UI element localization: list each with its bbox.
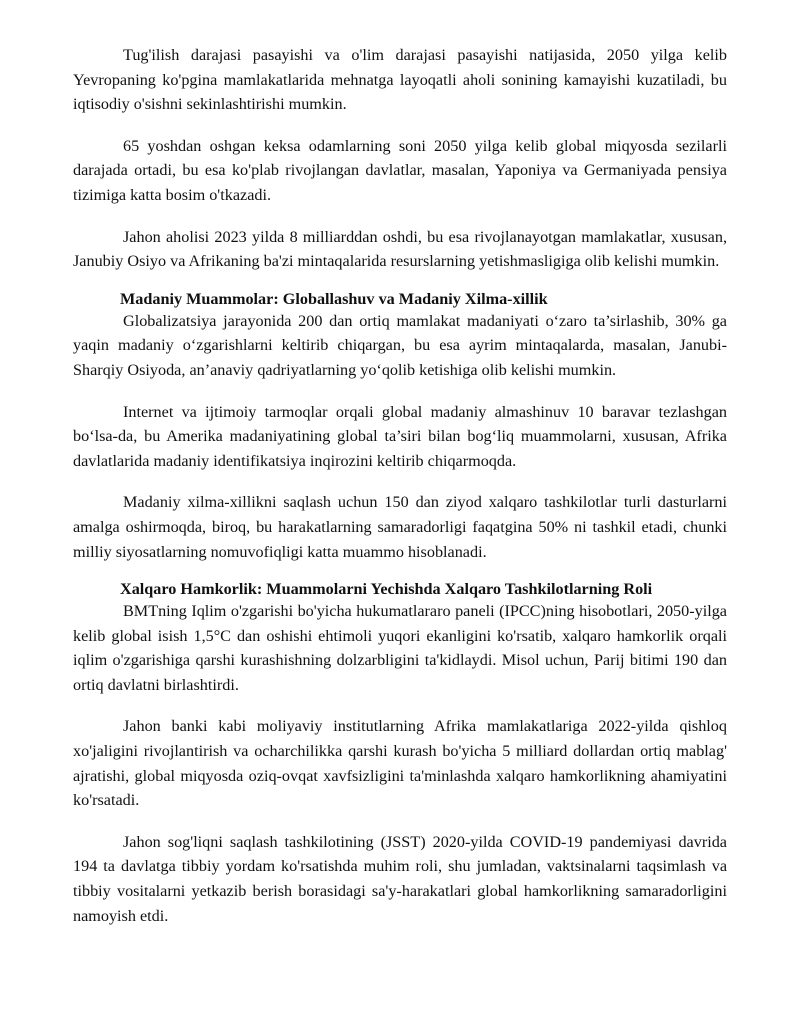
paragraph: BMTning Iqlim o'zgarishi bo'yicha hukumatlararo paneli (IPCC)ning hisobotlari, 2050-yilga kelib global isish 1,5°C dan oshishi ehtimoli yuqori ekanligini ko'rsatib, xalqaro hamkorlik orqali iqlim o'zgarishiga qarshi kurashishning dolzarbligini ta'kidlaydi. Misol uchun, Parij bitimi 190 dan ortiq davlatni birlashtirdi. xyxy=(73,602,727,694)
document-page xyxy=(73,43,727,928)
paragraph: Madaniy xilma-xillikni saqlash uchun 150 dan ziyod xalqaro tashkilotlar turli dasturlarni amalga oshirmoqda, biroq, bu harakatlarning samaradorligi faqatgina 50% ni tashkil etadi, chunki milliy siyosatlarning nomuvofiqligi katta muammo hisoblanadi. xyxy=(73,493,727,561)
section-heading: Xalqaro Hamkorlik: Muammolarni Yechishda Xalqaro Tashkilotlarning Roli xyxy=(120,580,653,599)
paragraph: 65 yoshdan oshgan keksa odamlarning soni 2050 yilga kelib global miqyosda sezilarli darajada ortadi, bu esa ko'plab rivojlangan davlatlar, masalan, Yaponiya va Germaniyada pensiya tizimiga katta bosim o'tkazadi. xyxy=(73,136,727,204)
paragraph: Jahon aholisi 2023 yilda 8 milliarddan oshdi, bu esa rivojlanayotgan mamlakatlar, xususan, Janubiy Osiyo va Afrikaning ba'zi mintaqalarida resurslarning yetishmasligiga olib kelishi mumkin. xyxy=(73,227,727,271)
paragraph: Jahon banki kabi moliyaviy institutlarning Afrika mamlakatlariga 2022-yilda qishloq xo'jaligini rivojlantirish va ocharchilikka qarshi kurash bo'yicha 5 milliard dollardan ortiq mablag' ajratishi, global miqyosda oziq-ovqat xavfsizligini ta'minlashda xalqaro hamkorlikning ahamiyatini ko'rsatadi. xyxy=(73,717,727,810)
paragraph: Tug'ilish darajasi pasayishi va o'lim darajasi pasayishi natijasida, 2050 yilga kelib Yevropaning ko'pgina mamlakatlarida mehnatga layoqatli aholi sonining kamayishi kuzatiladi, bu iqtisodiy o'sishni sekinlashtirishi mumkin. xyxy=(73,46,727,114)
section-heading: Madaniy Muammolar: Globallashuv va Madaniy Xilma-xillik xyxy=(120,289,548,308)
paragraph: Jahon sog'liqni saqlash tashkilotining (JSST) 2020-yilda COVID-19 pandemiyasi davrida 194 ta davlatga tibbiy yordam ko'rsatishda muhim roli, shu jumladan, vaktsinalarni taqsimlash va tibbiy vositalarni yetkazib berish borasidagi sa'y-harakatlari global hamkorlikning samaradorligini namoyish etdi. xyxy=(73,832,727,925)
paragraph: Globalizatsiya jarayonida 200 dan ortiq mamlakat madaniyati o‘zaro ta’sirlashib, 30% ga yaqin madaniy o‘zgarishlarni keltirib chiqargan, bu esa ayrim mintaqalarda, masalan, Janubi-Sharqiy Osiyoda, an’anaviy qadriyatlarning yo‘qolib ketishiga olib kelishi mumkin. xyxy=(73,311,727,379)
paragraph: Internet va ijtimoiy tarmoqlar orqali global madaniy almashinuv 10 baravar tezlashgan bo‘lsa-da, bu Amerika madaniyatining global ta’siri bilan bog‘liq muammolarni, xususan, Afrika davlatlarida madaniy identifikatsiya inqirozini keltirib chiqarmoqda. xyxy=(73,402,727,470)
